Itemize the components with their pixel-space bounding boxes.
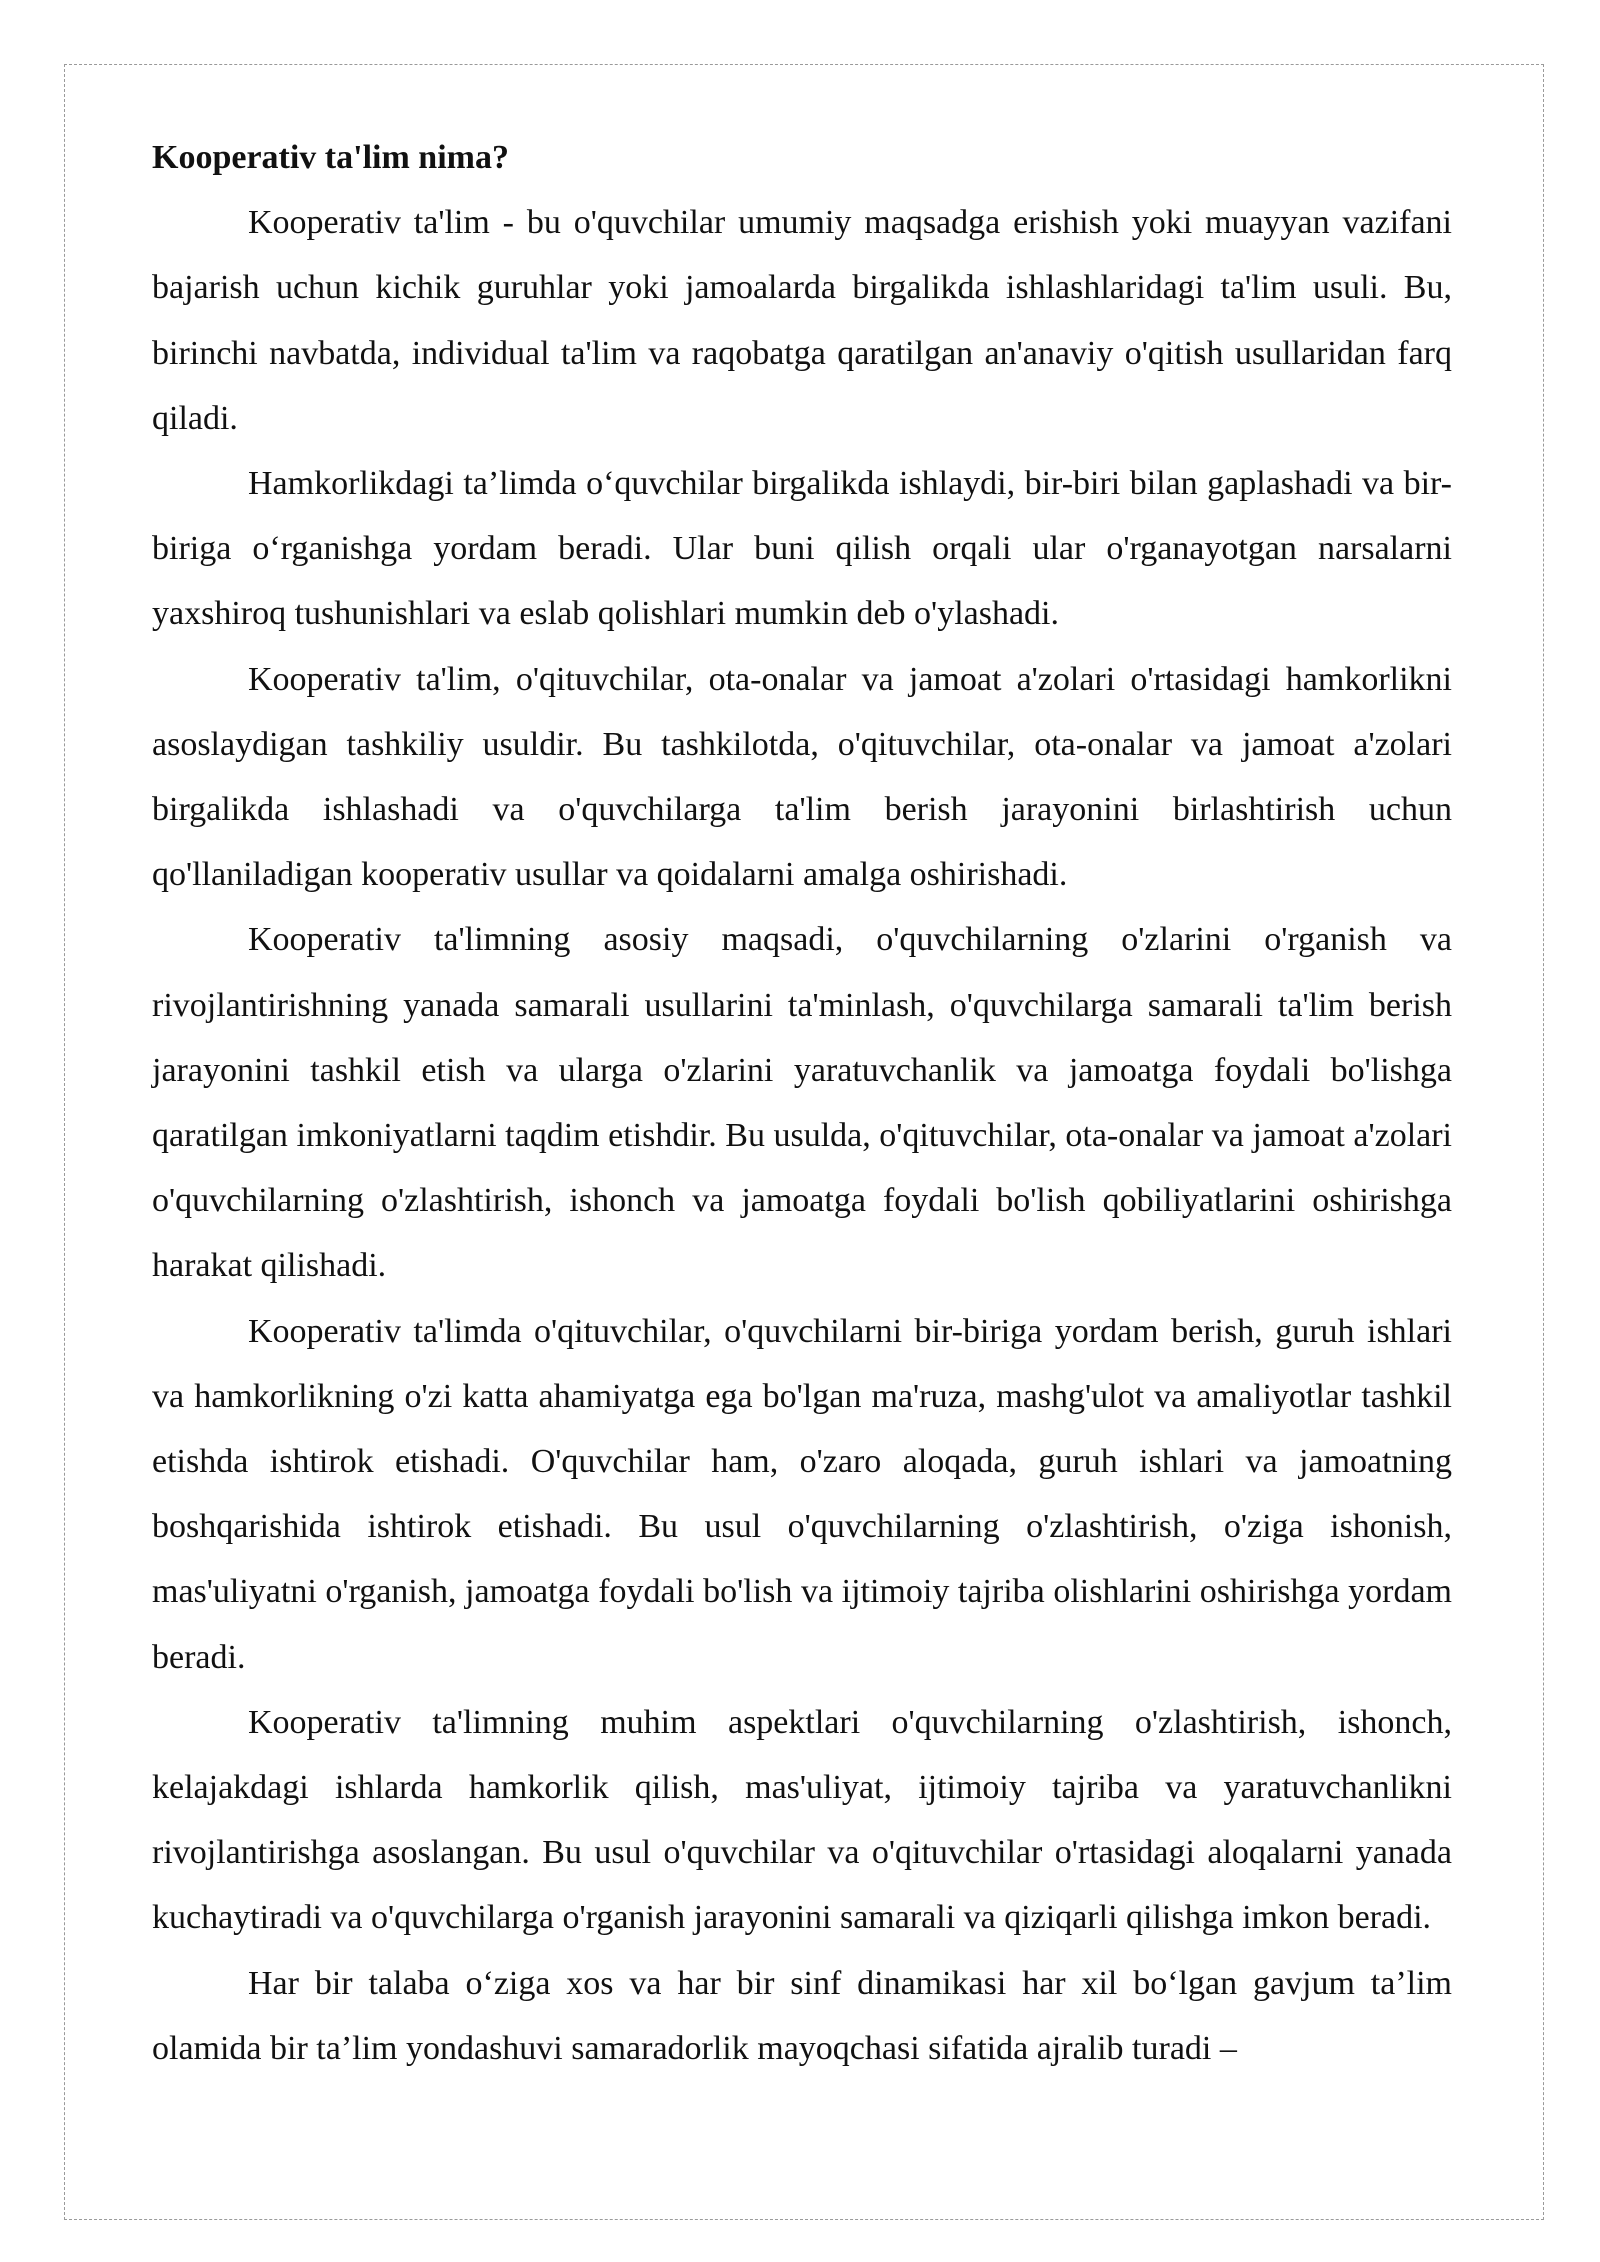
paragraph: Kooperativ ta'lim - bu o'quvchilar umumiy maqsadga erishish yoki muayyan vazifani bajarish uchun kichik guruhlar yoki jamoalarda birgalikda ishlashlaridagi ta'lim usuli. Bu, birinchi navbatda, individual ta'lim va raqobatga qaratilgan an'anaviy o'qitish usullaridan farq qiladi. xyxy=(152,204,1452,437)
paragraph: Kooperativ ta'limning asosiy maqsadi, o'quvchilarning o'zlarini o'rganish va rivojlantirishning yanada samarali usullarini ta'minlash, o'quvchilarga samarali ta'lim berish jarayonini tashkil etish va ularga o'zlarini yaratuvchanlik va jamoatga foydali bo'lishga qaratilgan imkoniyatlarni taqdim etishdir. Bu usulda, o'qituvchilar, ota-onalar va jamoat a'zolari o'quvchilarning o'zlashtirish, ishonch va jamoatga foydali bo'lish qobiliyatlarini oshirishga harakat qilishadi. xyxy=(152,921,1452,1285)
document-heading: Kooperativ ta'lim nima? xyxy=(152,139,509,176)
paragraph: Kooperativ ta'limda o'qituvchilar, o'quvchilarni bir-biriga yordam berish, guruh ishlari va hamkorlikning o'zi katta ahamiyatga ega bo'lgan ma'ruza, mashg'ulot va amaliyotlar tashkil etishda ishtirok etishadi. O'quvchilar ham, o'zaro aloqada, guruh ishlari va jamoatning boshqarishida ishtirok etishadi. Bu usul o'quvchilarning o'zlashtirish, o'ziga ishonish, mas'uliyatni o'rganish, jamoatga foydali bo'lish va ijtimoiy tajriba olishlarini oshirishga yordam beradi. xyxy=(152,1312,1452,1676)
paragraph: Kooperativ ta'lim, o'qituvchilar, ota-onalar va jamoat a'zolari o'rtasidagi hamkorlikni asoslaydigan tashkiliy usuldir. Bu tashkilotda, o'qituvchilar, ota-onalar va jamoat a'zolari birgalikda ishlashadi va o'quvchilarga ta'lim berish jarayonini birlashtirish uchun qo'llaniladigan kooperativ usullar va qoidalarni amalga oshirishadi. xyxy=(152,660,1452,894)
paragraph: Hamkorlikdagi ta’limda o‘quvchilar birgalikda ishlaydi, bir-biri bilan gaplashadi va bir-biriga o‘rganishga yordam beradi. Ular buni qilish orqali ular o'rganayotgan narsalarni yaxshiroq tushunishlari va eslab qolishlari mumkin deb o'ylashadi. xyxy=(152,465,1452,633)
paragraph: Har bir talaba o‘ziga xos va har bir sinf dinamikasi har xil bo‘lgan gavjum ta’lim olamida bir ta’lim yondashuvi samaradorlik mayoqchasi sifatida ajralib turadi – xyxy=(152,1964,1452,2067)
paragraph: Kooperativ ta'limning muhim aspektlari o'quvchilarning o'zlashtirish, ishonch, kelajakdagi ishlarda hamkorlik qilish, mas'uliyat, ijtimoiy tajriba va yaratuvchanlikni rivojlantirishga asoslangan. Bu usul o'quvchilar va o'qituvchilar o'rtasidagi aloqalarni yanada kuchaytiradi va o'quvchilarga o'rganish jarayonini samarali va qiziqarli qilishga imkon beradi. xyxy=(152,1703,1452,1937)
document-body xyxy=(152,125,1452,2081)
